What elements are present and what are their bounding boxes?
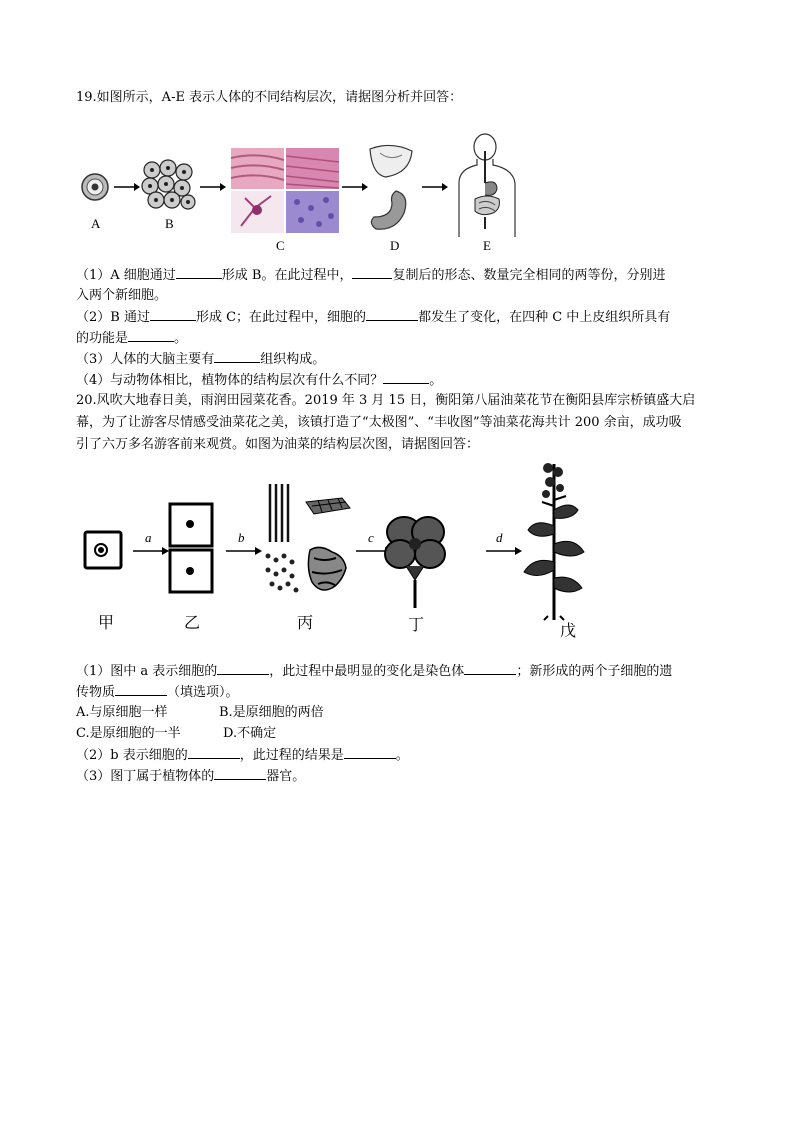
q19-part1-line2: 入两个新细胞。 (76, 288, 168, 303)
cell-group-b-image (140, 160, 198, 210)
arrow-icon (114, 182, 140, 192)
q20-intro-line1: 20.风吹大地春日美，雨润田园菜花香。2019 年 3 月 15 日，衡阳第八届油菜花节在衡阳县库宗桥镇盛大启 (76, 393, 696, 408)
q20-part1-line2: 传物质 （填选项）。 (76, 685, 239, 700)
arrow-icon (226, 546, 262, 556)
rapeseed-plant-wu-image (520, 460, 590, 620)
answer-blank[interactable] (352, 266, 392, 279)
q19-part4: （4）与动物体相比，植物体的结构层次有什么不同？ 。 (76, 373, 443, 388)
answer-blank[interactable] (217, 662, 269, 675)
answer-blank[interactable] (128, 329, 174, 342)
q19-title: 19.如图所示，A-E 表示人体的不同结构层次，请据图分析并回答： (76, 90, 463, 105)
cell-jia-image (83, 530, 123, 570)
q20-part3: （3）图丁属于植物体的 器官。 (76, 769, 306, 784)
fig19-label-a: A (91, 216, 101, 231)
answer-blank[interactable] (150, 308, 196, 321)
fig20-label-jia: 甲 (98, 613, 115, 632)
arrow-icon (133, 546, 169, 556)
fig20-label-yi: 乙 (184, 613, 201, 632)
human-system-e-image (455, 133, 519, 237)
answer-blank[interactable] (383, 371, 429, 384)
answer-blank[interactable] (115, 683, 167, 696)
answer-blank[interactable] (464, 662, 516, 675)
fig19-label-d: D (390, 238, 400, 253)
arrow-icon (342, 182, 368, 192)
answer-blank[interactable] (188, 746, 240, 759)
q20-intro-line3: 引了六万多名游客前来观赏。如图为油菜的结构层次图，请据图回答： (76, 437, 480, 452)
fig19-label-c: C (276, 238, 285, 253)
arrow-icon (486, 546, 522, 556)
answer-blank[interactable] (176, 266, 222, 279)
fig19-label-b: B (165, 216, 174, 231)
q19-part2-line1: （2）B 通过 形成 C；在此过程中，细胞的 都发生了变化，在四种 C 中上皮组织所具有 (76, 310, 671, 325)
arrow-label-b: b (238, 530, 245, 545)
tissue-c-image (231, 148, 339, 233)
option-a: A.与原细胞一样 (76, 705, 168, 720)
option-b: B.是原细胞的两倍 (219, 705, 324, 720)
q20-intro-line2: 幕，为了让游客尽情感受油菜花之美，该镇打造了“太极图”、“丰收图”等油菜花海共计 200 余亩，成功吸 (76, 415, 682, 430)
q19-part3: （3）人体的大脑主要有 组织构成。 (76, 352, 326, 367)
flower-ding-image (384, 514, 446, 610)
fig20-label-bing: 丙 (297, 613, 314, 632)
cells-yi-image (168, 502, 214, 594)
cell-a-image (80, 172, 110, 202)
q20-part1-line1: （1）图中 a 表示细胞的 ，此过程中最明显的变化是染色体 ；新形成的两个子细胞的遗 (76, 664, 673, 679)
q19-part1-line1: （1）A 细胞通过 形成 B。在此过程中， 复制后的形态、数量完全相同的两等份，分别进 (76, 268, 666, 283)
q20-part2: （2）b 表示细胞的 ，此过程的结果是 。 (76, 748, 409, 763)
option-c: C.是原细胞的一半 (76, 726, 181, 741)
tissues-bing-image (262, 482, 352, 602)
answer-blank[interactable] (344, 746, 396, 759)
fig20-label-wu: 戊 (560, 621, 577, 640)
q20-options-row2 (76, 725, 276, 742)
arrow-label-d: d (496, 530, 503, 545)
answer-blank[interactable] (366, 308, 418, 321)
q20-options-row1 (76, 704, 324, 721)
option-d: D.不确定 (223, 726, 277, 741)
q19-part2-line2: 的功能是 。 (76, 331, 188, 346)
answer-blank[interactable] (214, 350, 260, 363)
answer-blank[interactable] (214, 767, 266, 780)
arrow-label-a: a (145, 530, 152, 545)
fig19-label-e: E (483, 238, 491, 253)
arrow-label-c: c (368, 530, 374, 545)
arrow-icon (422, 182, 448, 192)
organ-d-image (366, 143, 416, 235)
arrow-icon (200, 182, 226, 192)
fig20-label-ding: 丁 (408, 615, 425, 634)
